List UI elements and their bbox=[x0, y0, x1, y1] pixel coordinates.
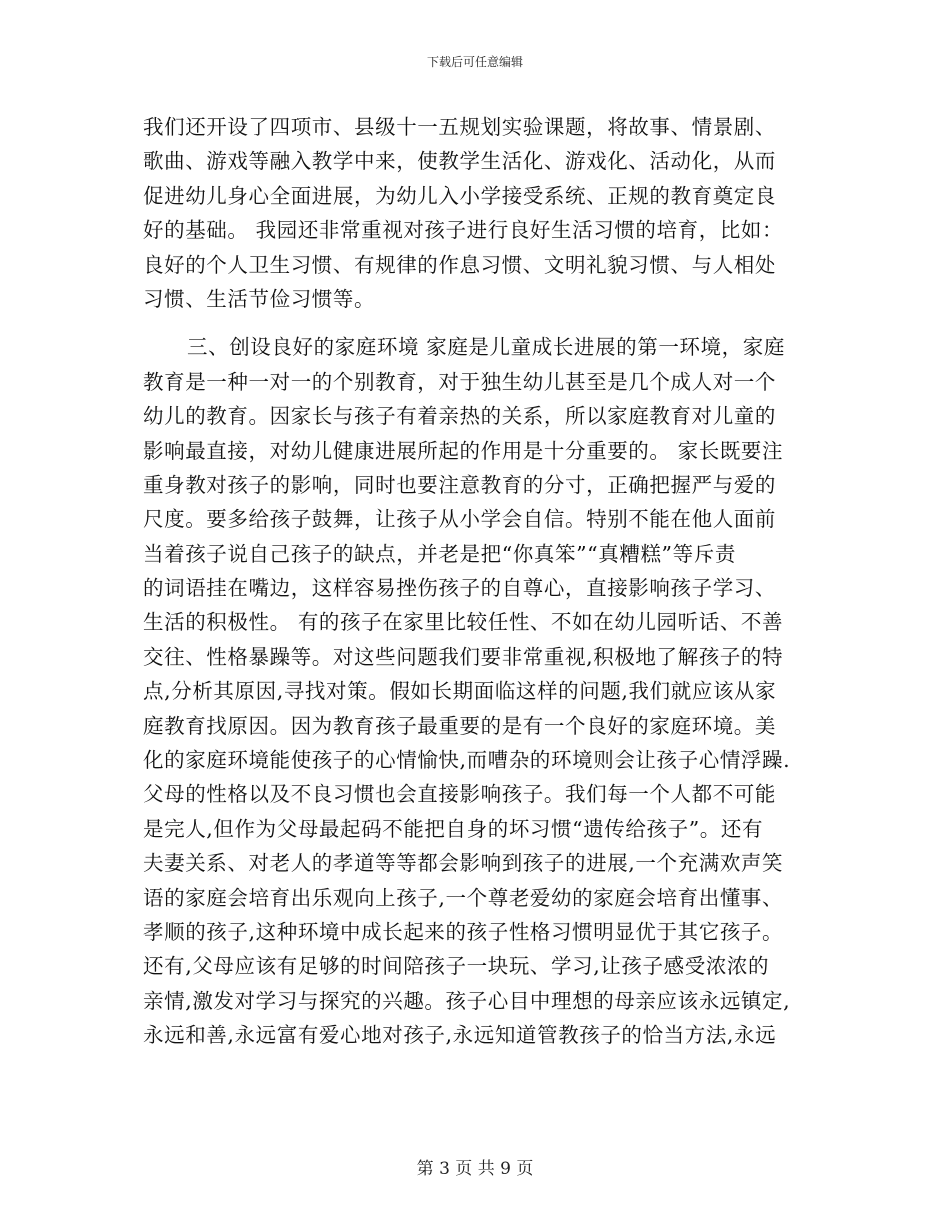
text-line: 重身教对孩子的影响，同时也要注意教育的分寸，正确把握严与爱的 bbox=[143, 472, 776, 497]
text-line: 是完人,但作为父母最起码不能把自身的坏习惯“遗传给孩子”。还有 bbox=[143, 816, 764, 841]
text-line: 孝顺的孩子,这种环境中成长起来的孩子性格习惯明显优于其它孩子。 bbox=[143, 919, 784, 944]
text-line: 歌曲、游戏等融入教学中来，使教学生活化、游戏化、活动化，从而 bbox=[143, 149, 776, 174]
text-line: 语的家庭会培育出乐观向上孩子,一个尊老爱幼的家庭会培育出懂事、 bbox=[143, 885, 784, 910]
text-line: 当着孩子说自己孩子的缺点，并老是把“你真笨”“真糟糕”等斥责 bbox=[143, 541, 736, 566]
paragraph bbox=[143, 330, 813, 1052]
text-line: 我们还开设了四项市、县级十一五规划实验课题，将故事、情景剧、 bbox=[143, 115, 776, 139]
text-line: 父母的性格以及不良习惯也会直接影响孩子。我们每一个人都不可能 bbox=[143, 782, 776, 807]
text-line: 还有,父母应该有足够的时间陪孩子一块玩、学习,让孩子感受浓浓的 bbox=[143, 954, 770, 979]
text-line: 影响最直接，对幼儿健康进展所起的作用是十分重要的。 家长既要注 bbox=[143, 438, 784, 463]
text-line: 交往、性格暴躁等。对这些问题我们要非常重视,积极地了解孩子的特 bbox=[143, 644, 784, 669]
text-line: 良好的个人卫生习惯、有规律的作息习惯、文明礼貌习惯、与人相处 bbox=[143, 252, 776, 277]
document-body bbox=[143, 110, 813, 1053]
text-line: 教育是一种一对一的个别教育，对于独生幼儿甚至是几个成人对一个 bbox=[143, 369, 776, 394]
text-line: 亲情,激发对学习与探究的兴趣。孩子心目中理想的母亲应该永远镇定, bbox=[143, 988, 791, 1013]
text-line: 点,分析其原因,寻找对策。假如长期面临这样的问题,我们就应该从家 bbox=[143, 679, 777, 704]
text-line: 生活的积极性。 有的孩子在家里比较任性、不如在幼儿园听话、不善 bbox=[143, 610, 784, 635]
text-line: 庭教育找原因。因为教育孩子最重要的是有一个良好的家庭环境。美 bbox=[143, 713, 776, 738]
text-line: 好的基础。 我园还非常重视对孩子进行良好生活习惯的培育，比如： bbox=[143, 218, 784, 243]
text-line: 永远和善,永远富有爱心地对孩子,永远知道管教孩子的恰当方法,永远 bbox=[143, 1023, 777, 1048]
page-footer: 第 3 页 共 9 页 bbox=[416, 1159, 534, 1179]
text-line: 的词语挂在嘴边，这样容易挫伤孩子的自尊心，直接影响孩子学习、 bbox=[143, 576, 776, 601]
text-line: 促进幼儿身心全面进展，为幼儿入小学接受系统、正规的教育奠定良 bbox=[143, 183, 776, 208]
section-heading-line: 三、创设良好的家庭环境 家庭是儿童成长进展的第一环境，家庭 bbox=[187, 335, 785, 360]
text-line: 幼儿的教育。因家长与孩子有着亲热的关系，所以家庭教育对儿童的 bbox=[143, 404, 776, 429]
text-line: 习惯、生活节俭习惯等。 bbox=[143, 286, 376, 311]
text-line: 夫妻关系、对老人的孝道等等都会影响到孩子的进展,一个充满欢声笑 bbox=[143, 851, 784, 876]
text-line: 尺度。要多给孩子鼓舞，让孩子从小学会自信。特别不能在他人面前 bbox=[143, 507, 776, 532]
paragraph bbox=[143, 110, 813, 316]
paragraph-gap bbox=[143, 316, 813, 330]
text-line: 化的家庭环境能使孩子的心情愉快,而嘈杂的环境则会让孩子心情浮躁. bbox=[143, 748, 791, 773]
page-header: 下载后可任意编辑 bbox=[426, 55, 523, 69]
